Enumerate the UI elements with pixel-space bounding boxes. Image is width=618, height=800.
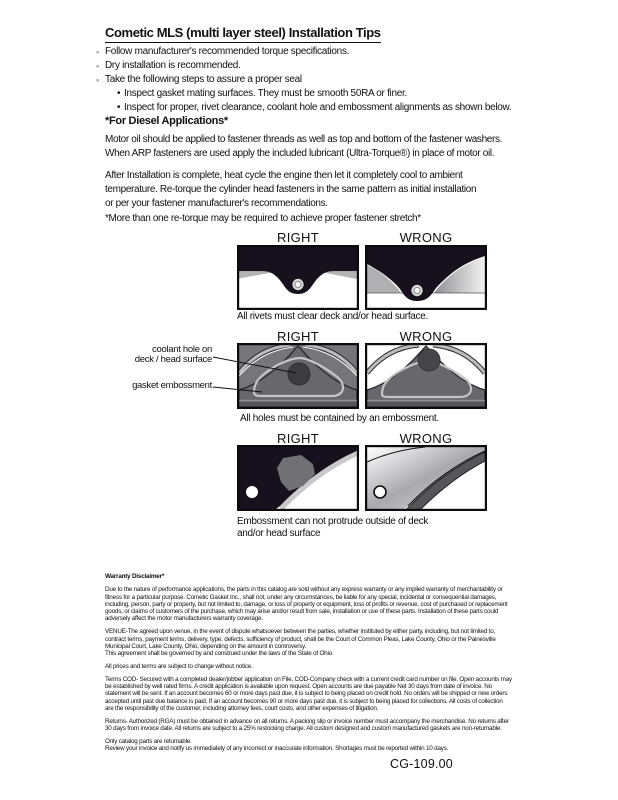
bolt-hole — [374, 486, 386, 498]
list-item — [96, 87, 511, 101]
warranty-paragraph: All prices and terms are subject to change without notice. — [105, 662, 253, 670]
page-number: CG-109.00 — [390, 757, 453, 771]
open-bullet-icon: ◦ — [96, 47, 99, 57]
annotation-leader-lines — [212, 340, 332, 410]
figure3-right-label: RIGHT — [277, 431, 319, 446]
figure1-right-label: RIGHT — [277, 230, 319, 245]
bullet-text: Inspect for proper, rivet clearance, coolant hole and embossment alignments as shown below. — [124, 102, 512, 113]
filled-bullet-icon: • — [117, 88, 121, 99]
list-item — [96, 45, 511, 59]
annotation-coolant-hole: coolant hole on deck / head surface — [134, 344, 212, 365]
list-item — [96, 73, 511, 87]
bullet-text: Inspect gasket mating surfaces. They must be smooth 50RA or finer. — [124, 88, 407, 99]
figure2-caption: All holes must be contained by an embossment. — [240, 413, 439, 424]
open-bullet-icon: ◦ — [96, 75, 99, 85]
bolt-hole — [246, 486, 258, 498]
figure3-wrong-label: WRONG — [399, 431, 453, 446]
figure1-right-diagram — [237, 245, 359, 310]
warranty-heading: Warranty Disclaimer* — [105, 573, 165, 580]
warranty-paragraph: VENUE-The agreed upon venue, in the event of dispute whatsoever between the parties, whether instituted by either party, including, but not limited to, contract terms, payment terms, delivery, type, defects, sufficiency of product, shall be the Court of Common Pleas, Lake County, Ohio or the Painesville Municipal Court, Lake County, Ohio, depending on the amount in controversy. This agreement shall be governed by and construed under the laws of the State of Ohio. — [105, 628, 496, 658]
figure2-wrong-label: WRONG — [399, 329, 453, 344]
figure1-wrong-diagram — [365, 245, 487, 310]
bullet-text: Follow manufacturer's recommended torque specifications. — [105, 46, 350, 57]
list-item — [96, 101, 511, 115]
figure1-wrong-label: WRONG — [399, 230, 453, 245]
warranty-paragraph: Terms COD- Secured with a completed dealer/jobber application on File, COD-Company check with a current credit card number on file. Open accounts may be established by well rated firms. A credit application is available upon request. Open accounts are due payable Net 30 days from date of invoice. No statement will be sent. If an account becomes 60 or more days past due, it is subject to being placed on credit hold. No orders will be shipped or new orders accepted until past due balance is paid. If an account becomes 90 or more days past due, it is subject to being placed for collections. All costs of collection are the responsibility of the customer, including attorney fees, court costs, and other expenses of litigation. — [105, 675, 512, 712]
figure3-right-diagram — [237, 445, 359, 511]
figure2-wrong-diagram — [365, 343, 487, 409]
figure3-caption: Embossment can not protrude outside of deck and/or head surface — [237, 516, 429, 539]
coolant-hole — [418, 349, 440, 371]
retorque-note: *More than one re-torque may be required to achieve proper fastener stretch* — [105, 213, 421, 224]
warranty-disclaimer — [105, 573, 530, 758]
diesel-paragraph-2: After Installation is complete, heat cycle the engine then let it completely cool to ambient temperature. Re-torque the cylinder head fasteners in the same pattern as initial installation or per your fastener manufacturer's recommendations. — [105, 170, 477, 209]
diesel-applications-heading: *For Diesel Applications* — [105, 115, 228, 127]
figure1-caption: All rivets must clear deck and/or head surface. — [237, 311, 428, 322]
diesel-paragraph-1: Motor oil should be applied to fastener threads as well as top and bottom of the fastener washers. When ARP fasteners are used apply the included lubricant (Ultra-Torque®) in place of motor oil. — [105, 134, 503, 159]
list-item — [96, 59, 511, 73]
bullet-text: Dry installation is recommended. — [105, 60, 241, 71]
figure3-wrong-diagram — [365, 445, 487, 511]
bullet-text: Take the following steps to assure a proper seal — [105, 74, 302, 85]
warranty-paragraph: Returns- Authorized (RGA) must be obtained in advance on all returns. A packing slip or invoice number must accompany the merchandise. No returns after 30 days from invoice date. All returns are subject to a 25% restocking charge. All custom designed and custom manufactured gaskets are non-returnable. — [105, 717, 509, 733]
filled-bullet-icon: • — [117, 102, 121, 113]
open-bullet-icon: ◦ — [96, 61, 99, 71]
warranty-paragraph: Due to the nature of performance applications, the parts in this catalog are sold without any express warranty or any implied warranty of merchantability or fitness for a particular purpose. Cometic Gasket Inc., shall not, under any circumstances, be liable for any special, incidental or consequential damages, including, person, party or property, but not limited to, damage, or loss of property or equipment, loss of profits or revenue, cost of purchased or replacement goods, or claims of customers of the purchase, which may arise and/or result from sale, installation or use of these parts. Installation of these parts could adversely affect the motor manufacturers warranty coverage. — [105, 586, 508, 623]
figure2-right-label: RIGHT — [277, 329, 319, 344]
page-title: Cometic MLS (multi layer steel) Installation Tips — [105, 25, 381, 43]
installation-tips-list — [96, 45, 511, 115]
annotation-gasket-embossment: gasket embossment — [132, 380, 212, 391]
warranty-paragraph: Only catalog parts are returnable. Review your invoice and notify us immediately of any incorrect or inaccurate information. Shortages must be reported within 10 days. — [105, 737, 449, 753]
